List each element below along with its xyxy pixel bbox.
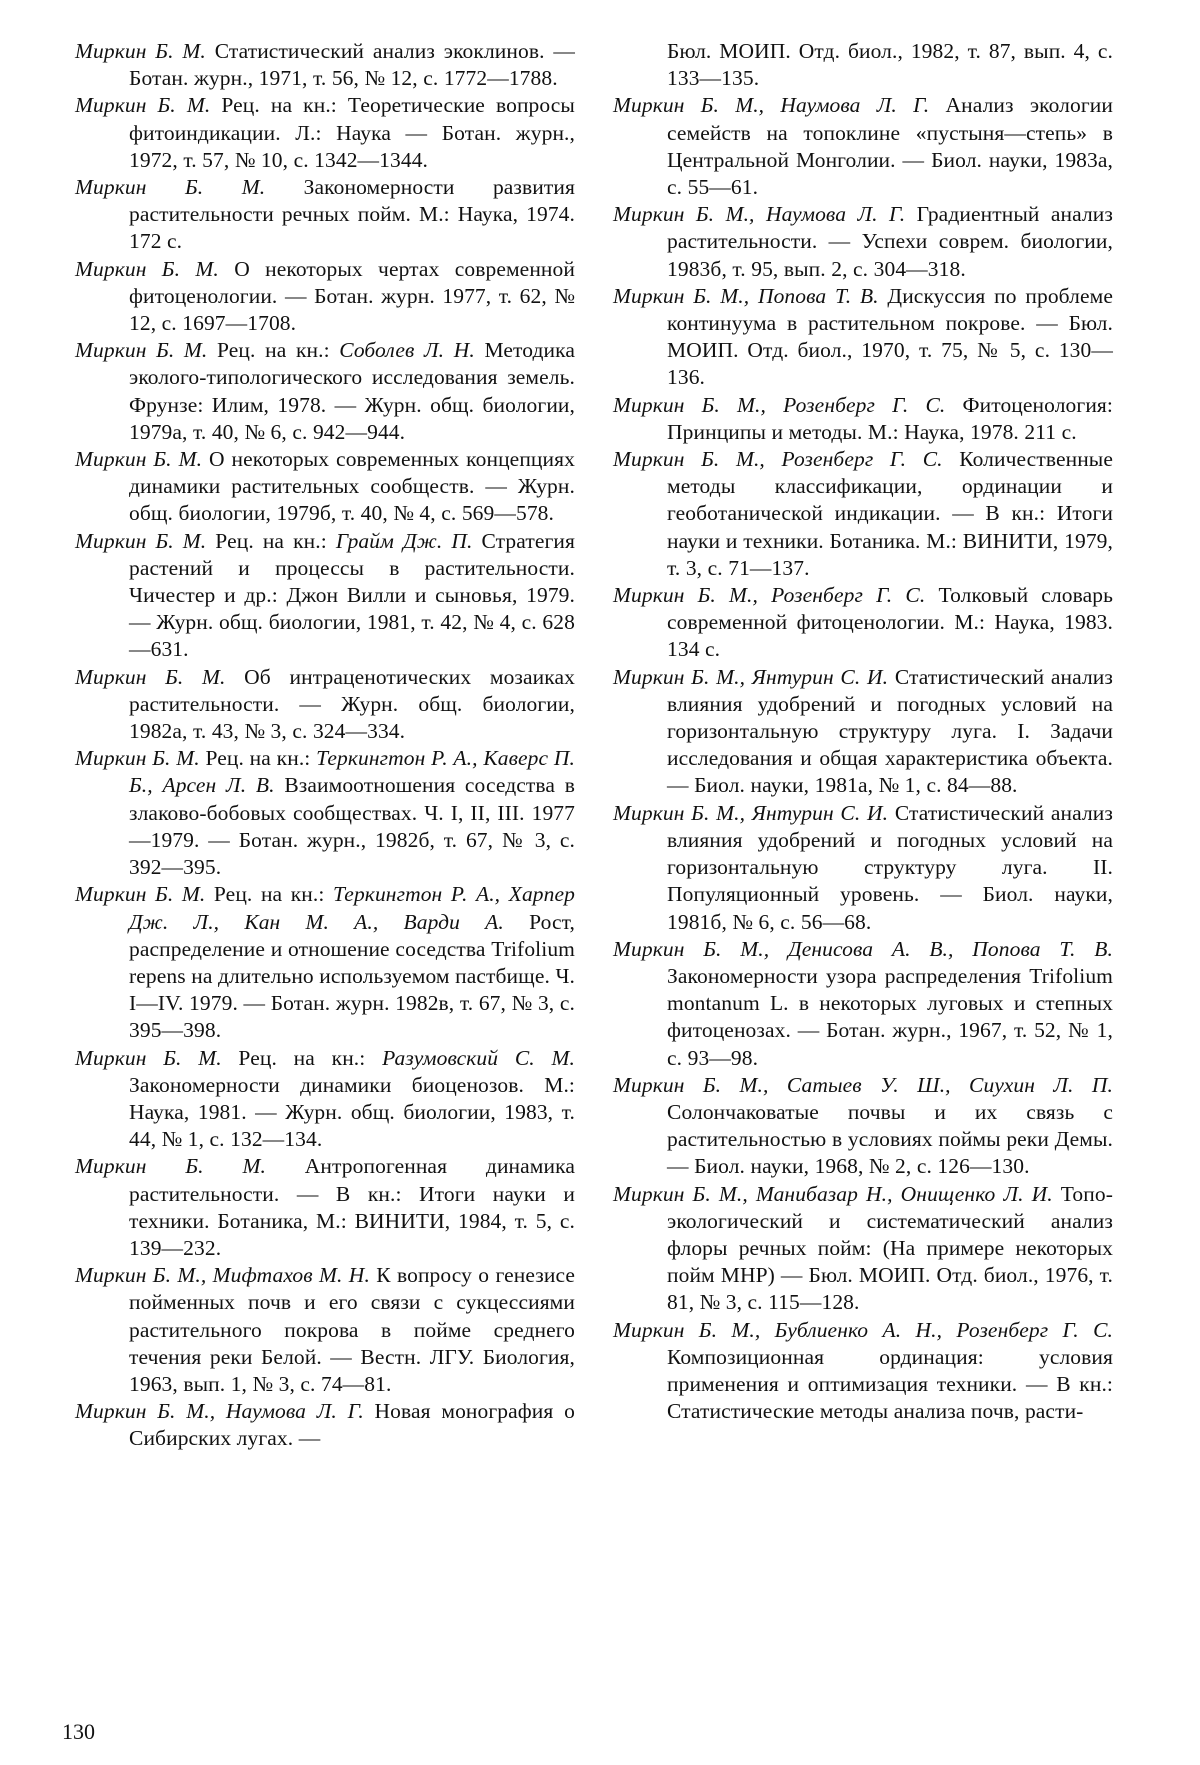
reference-authors: Миркин Б. М., Мифтахов М. Н. [75, 1263, 370, 1288]
reference-entry [75, 1398, 575, 1452]
reference-entry [75, 528, 575, 664]
reference-authors: Миркин Б. М. [75, 1045, 222, 1070]
reference-entry [75, 446, 575, 528]
reference-entry [613, 1317, 1113, 1426]
reference-text: Топо-экологический и систематический анализ флоры речных пойм: (На примере некоторых пойм МНР) — Бюл. МОИП. Отд. биол., 1976, т. 81, № 3, с. 115—128. [667, 1181, 1113, 1315]
reference-text: Стратегия растений и процессы в растительности. Чичестер и др.: Джон Вилли и сыновья, 1979. — Журн. общ. биологии, 1981, т. 42, № 4, с. 628—631. [129, 528, 575, 662]
reference-text: Количественные методы классификации, ординации и геоботанической индикации. — В кн.: Итоги науки и техники. Ботаника. М.: ВИНИТИ, 1979, т. 3, с. 71—137. [667, 447, 1113, 580]
reference-text: К вопросу о генезисе пойменных почв и его связи с сукцессиями растительного покрова в пойме среднего течения реки Белой. — Вестн. ЛГУ. Биология, 1963, вып. 1, № 3, с. 74—81. [129, 1263, 575, 1396]
reference-authors: Миркин Б. М., Бублиенко А. Н., Розенберг Г. С. [613, 1317, 1113, 1342]
reference-authors: Миркин Б. М. [75, 175, 266, 200]
reference-entry [613, 664, 1113, 800]
reference-authors: Миркин Б. М. [75, 746, 200, 771]
reference-text: Фитоценология: Принципы и методы. М.: Наука, 1978. 211 с. [667, 392, 1113, 444]
reviewed-work-authors: Соболев Л. Н. [339, 338, 475, 363]
reference-text: Закономерности динамики биоценозов. М.: Наука, 1981. — Журн. общ. биологии, 1983, т. 44, № 1, с. 132—134. [129, 1072, 575, 1152]
reference-entry [613, 283, 1113, 392]
reference-text: О некоторых чертах современной фитоценологии. — Ботан. журн. 1977, т. 62, № 12, с. 1697—1708. [129, 256, 575, 336]
reference-entry [75, 664, 575, 746]
reference-text: Толковый словарь современной фитоценологии. М.: Наука, 1983. 134 с. [667, 583, 1113, 662]
page-number: 130 [62, 1719, 95, 1744]
reference-entry [75, 256, 575, 338]
reference-authors: Миркин Б. М., Денисова А. В., Попова Т. В. [613, 936, 1113, 961]
reference-text: Закономерности развития растительности речных пойм. М.: Наука, 1974. 172 с. [129, 175, 575, 254]
reference-entry [613, 800, 1113, 936]
reference-text: Градиентный анализ растительности. — Успехи соврем. биологии, 1983б, т. 95, вып. 2, с. 304—318. [667, 202, 1113, 281]
reference-authors: Миркин Б. М., Янтурин С. И. [613, 664, 889, 689]
reviewed-work-authors: Теркингтон Р. А., Каверс П. Б., Арсен Л. В. [129, 746, 575, 798]
reference-text: Методика эколого-типологического исследования земель. Фрунзе: Илим, 1978. — Журн. общ. биологии, 1979а, т. 40, № 6, с. 942—944. [129, 338, 575, 444]
reviewed-work-authors: Грайм Дж. П. [335, 528, 473, 553]
reference-authors: Миркин Б. М., Попова Т. В. [613, 283, 879, 308]
reference-entry [613, 1072, 1113, 1181]
reference-entry [613, 201, 1113, 283]
reference-text: Дискуссия по проблеме континуума в растительном покрове. — Бюл. МОИП. Отд. биол., 1970, т. 75, № 5, с. 130—136. [667, 283, 1113, 390]
reference-entry [613, 936, 1113, 1072]
reference-authors: Миркин Б. М. [75, 664, 226, 689]
reference-entry [613, 1181, 1113, 1317]
reference-text: Новая монография о Сибирских лугах. — [129, 1399, 575, 1451]
reference-entry [75, 92, 575, 174]
reference-text: Рец. на кн.: Теоретические вопросы фитоиндикации. Л.: Наука — Ботан. журн., 1972, т. 57, № 10, с. 1342—1344. [129, 93, 575, 172]
reference-entry [75, 38, 575, 92]
reference-authors: Миркин Б. М. [75, 93, 211, 118]
reference-authors: Миркин Б. М., Сатыев У. Ш., Сиухин Л. П. [613, 1072, 1113, 1097]
reference-text: Рец. на кн.: [206, 528, 336, 553]
reference-entry [613, 582, 1113, 664]
reference-text: Статистический анализ влияния удобрений и погодных условий на горизонтальную структуру луга. II. Популяционный уровень. — Биол. науки, 1981б, № 6, с. 56—68. [667, 800, 1113, 934]
reference-entry [75, 1262, 575, 1398]
reference-authors: Миркин Б. М. [75, 338, 208, 363]
reference-entry [613, 92, 1113, 201]
continued-reference: Бюл. МОИП. Отд. биол., 1982, т. 87, вып. 4, с. 133—135. [667, 39, 1113, 91]
reference-text: Рец. на кн.: [199, 746, 317, 771]
reference-text: О некоторых современных концепциях динамики растительных сообществ. — Журн. общ. биологии, 1979б, т. 40, № 4, с. 569—578. [129, 447, 575, 526]
reference-text: Рец. на кн.: [221, 1045, 383, 1070]
reviewed-work-authors: Разумовский С. М. [382, 1045, 575, 1070]
reference-entry [75, 1045, 575, 1154]
reference-entry [613, 392, 1113, 446]
reference-text: Солончаковатые почвы и их связь с растительностью в условиях поймы реки Демы. — Биол. науки, 1968, № 2, с. 126—130. [667, 1099, 1113, 1179]
reference-authors: Миркин Б. М. [75, 447, 203, 472]
reference-entry [613, 446, 1113, 582]
reference-authors: Миркин Б. М., Манибазар Н., Онищенко Л. И. [613, 1181, 1053, 1206]
left-column [75, 38, 575, 1453]
reference-text: Об интраценотических мозаиках растительности. — Журн. общ. биологии, 1982а, т. 43, № 3, с. 324—334. [129, 664, 575, 744]
reference-text: Рост, распределение и отношение соседства Trifolium repens на длительно используемом пастбище. Ч. I—IV. 1979. — Ботан. журн. 1982в, т. 67, № 3, с. 395—398. [129, 909, 575, 1043]
reviewed-work-authors: Теркингтон Р. А., Харпер Дж. Л., Кан М. А., Варди А. [129, 882, 575, 934]
reference-authors: Миркин Б. М. [75, 256, 219, 281]
reference-authors: Миркин Б. М., Розенберг Г. С. [613, 392, 946, 417]
reference-entry [75, 745, 575, 881]
reference-text: Взаимоотношения соседства в злаково-бобовых сообществах. Ч. I, II, III. 1977—1979. — Ботан. журн., 1982б, т. 67, № 3, с. 392—395. [129, 773, 575, 880]
reference-text: Статистический анализ экоклинов. — Ботан. журн., 1971, т. 56, № 12, с. 1772—1788. [129, 39, 575, 91]
reference-authors: Миркин Б. М., Розенберг Г. С. [613, 583, 926, 608]
reference-authors: Миркин Б. М., Наумова Л. Г. [613, 93, 930, 118]
reference-entry [75, 174, 575, 256]
reference-authors: Миркин Б. М., Наумова Л. Г. [75, 1399, 364, 1424]
reference-text: Антропогенная динамика растительности. — В кн.: Итоги науки и техники. Ботаника, М.: ВИНИТИ, 1984, т. 5, с. 139—232. [129, 1154, 575, 1260]
reference-text: Композиционная ординация: условия применения и оптимизация техники. — В кн.: Статистические методы анализа почв, расти- [667, 1344, 1113, 1424]
reference-text: Статистический анализ влияния удобрений и погодных условий на горизонтальную структуру луга. I. Задачи исследования и общая характеристика объекта. — Биол. науки, 1981а, № 1, с. 84—88. [667, 664, 1113, 798]
reference-entry [75, 881, 575, 1044]
reference-authors: Миркин Б. М., Наумова Л. Г. [613, 202, 906, 227]
reference-entry [75, 337, 575, 446]
reference-entry [75, 1153, 575, 1262]
reference-text: Рец. на кн.: [205, 882, 334, 907]
reference-authors: Миркин Б. М. [75, 1154, 266, 1179]
reference-text: Закономерности узора распределения Trifolium montanum L. в некоторых луговых и степных фитоценозах. — Ботан. журн., 1967, т. 52, № 1, с. 93—98. [667, 963, 1113, 1070]
reference-text: Рец. на кн.: [207, 338, 340, 363]
reference-text: Анализ экологии семейств на топоклине «пустыня—степь» в Центральной Монголии. — Биол. науки, 1983а, с. 55—61. [667, 93, 1113, 200]
reference-authors: Миркин Б. М. [75, 39, 206, 63]
reference-authors: Миркин Б. М., Розенберг Г. С. [613, 447, 943, 472]
reference-authors: Миркин Б. М. [75, 528, 207, 553]
reference-authors: Миркин Б. М. [75, 882, 206, 907]
right-column [613, 38, 1113, 1425]
reference-authors: Миркин Б. М., Янтурин С. И. [613, 800, 889, 825]
